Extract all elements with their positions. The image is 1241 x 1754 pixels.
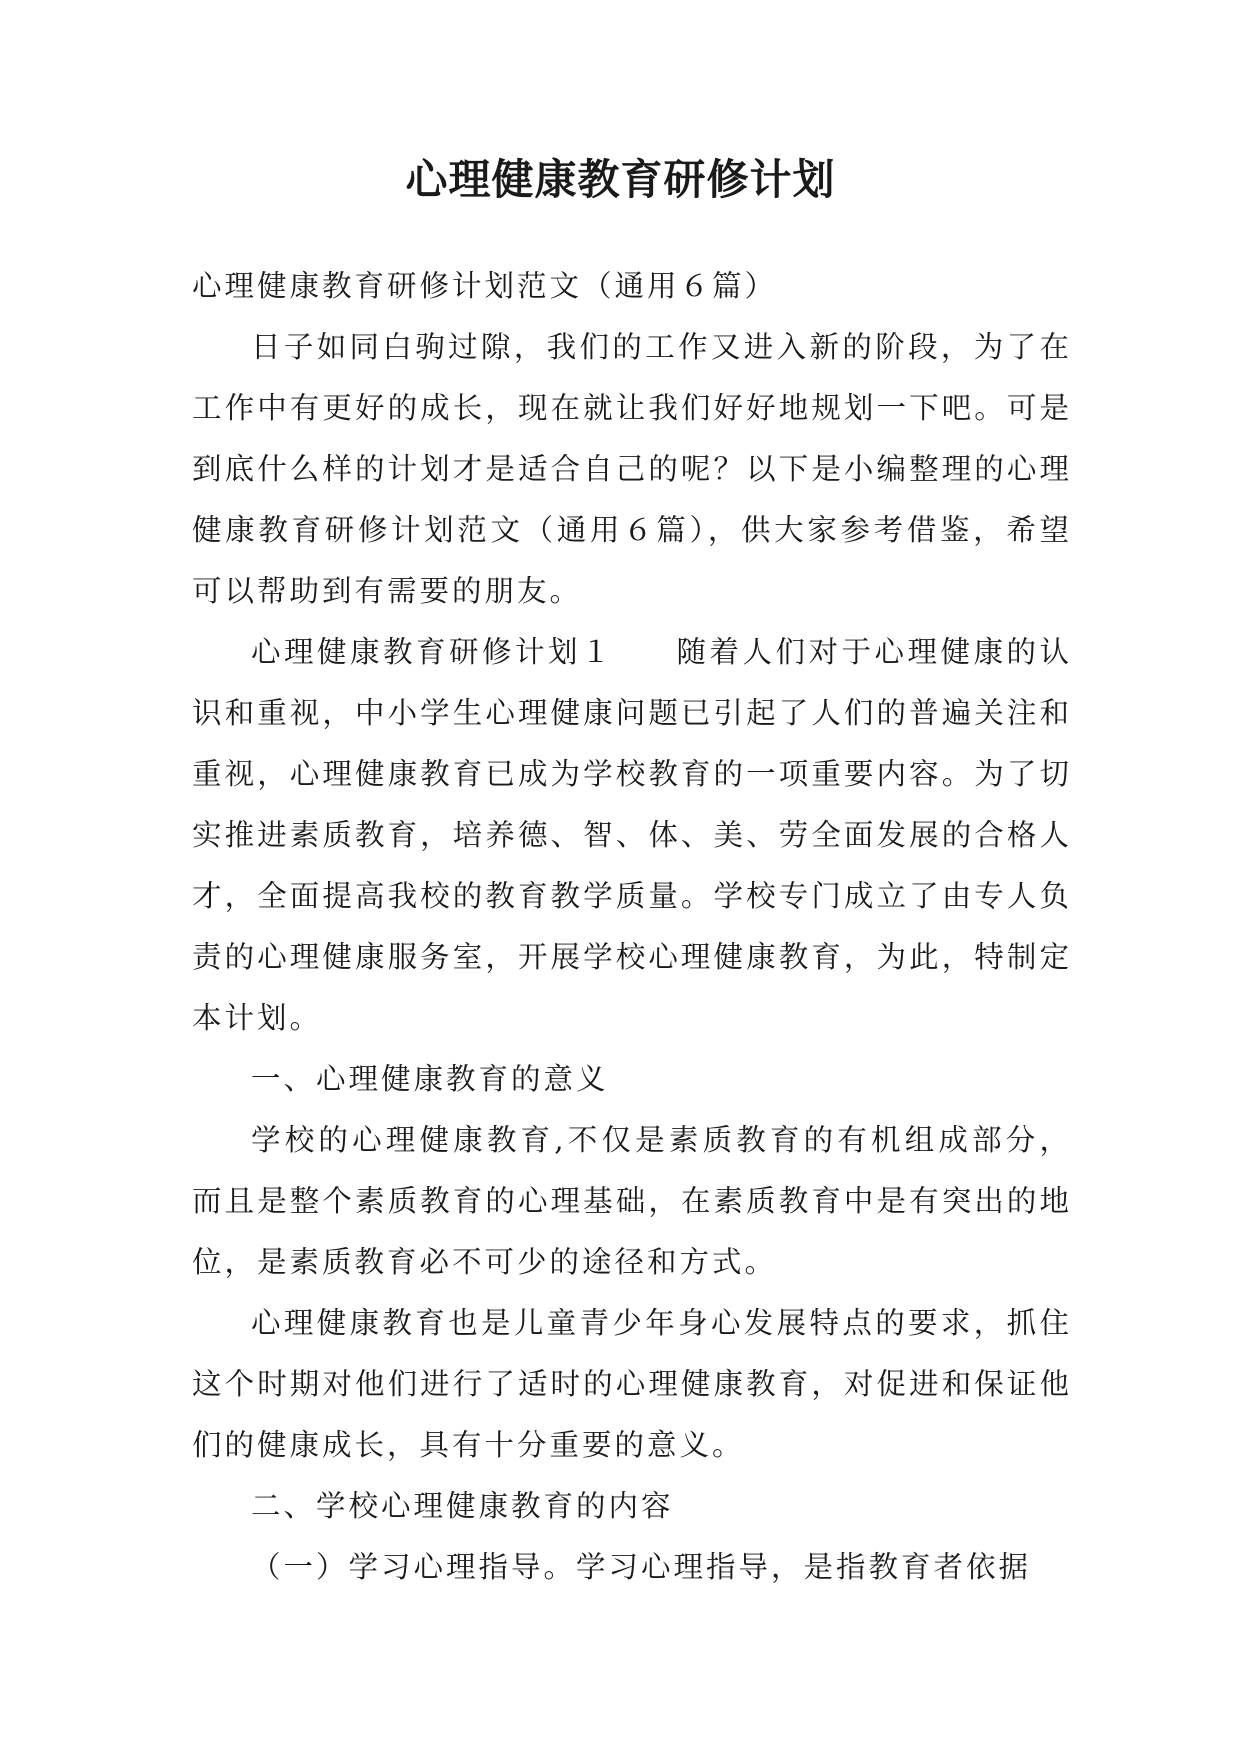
section1-paragraph-2: 心理健康教育也是儿童青少年身心发展特点的要求，抓住这个时期对他们进行了适时的心理健康教育，对促进和保证他们的健康成长，具有十分重要的意义。 [192, 1306, 1072, 1462]
section2-heading: 二、学校心理健康教育的内容 [251, 1489, 674, 1523]
plan1-paragraph [192, 622, 1072, 1049]
document-title: 心理健康教育研修计划 [405, 155, 836, 204]
intro-paragraph: 日子如同白驹过隙，我们的工作又进入新的阶段，为了在工作中有更好的成长，现在就让我们好好地规划一下吧。可是到底什么样的计划才是适合自己的呢？以下是小编整理的心理健康教育研修计划范文（通用６篇），供大家参考借鉴，希望可以帮助到有需要的朋友。 [192, 330, 1072, 608]
section1-heading: 一、心理健康教育的意义 [251, 1062, 609, 1096]
document-subtitle: 心理健康教育研修计划范文（通用６篇） [192, 269, 778, 303]
plan1-heading: 心理健康教育研修计划１ [251, 635, 614, 669]
section1-paragraph-1: 学校的心理健康教育,不仅是素质教育的有机组成部分，而且是整个素质教育的心理基础，在素质教育中是有突出的地位，是素质教育必不可少的途径和方式。 [192, 1123, 1072, 1279]
plan1-text: 随着人们对于心理健康的认识和重视，中小学生心理健康问题已引起了人们的普遍关注和重视，心理健康教育已成为学校教育的一项重要内容。为了切实推进素质教育，培养德、智、体、美、劳全面发展的合格人才，全面提高我校的教育教学质量。学校专门成立了由专人负责的心理健康服务室，开展学校心理健康教育，为此，特制定本计划。 [192, 635, 1072, 1035]
section2-item-1: （一）学习心理指导。学习心理指导，是指教育者依据 [251, 1550, 1032, 1584]
document-body [192, 256, 1072, 1598]
